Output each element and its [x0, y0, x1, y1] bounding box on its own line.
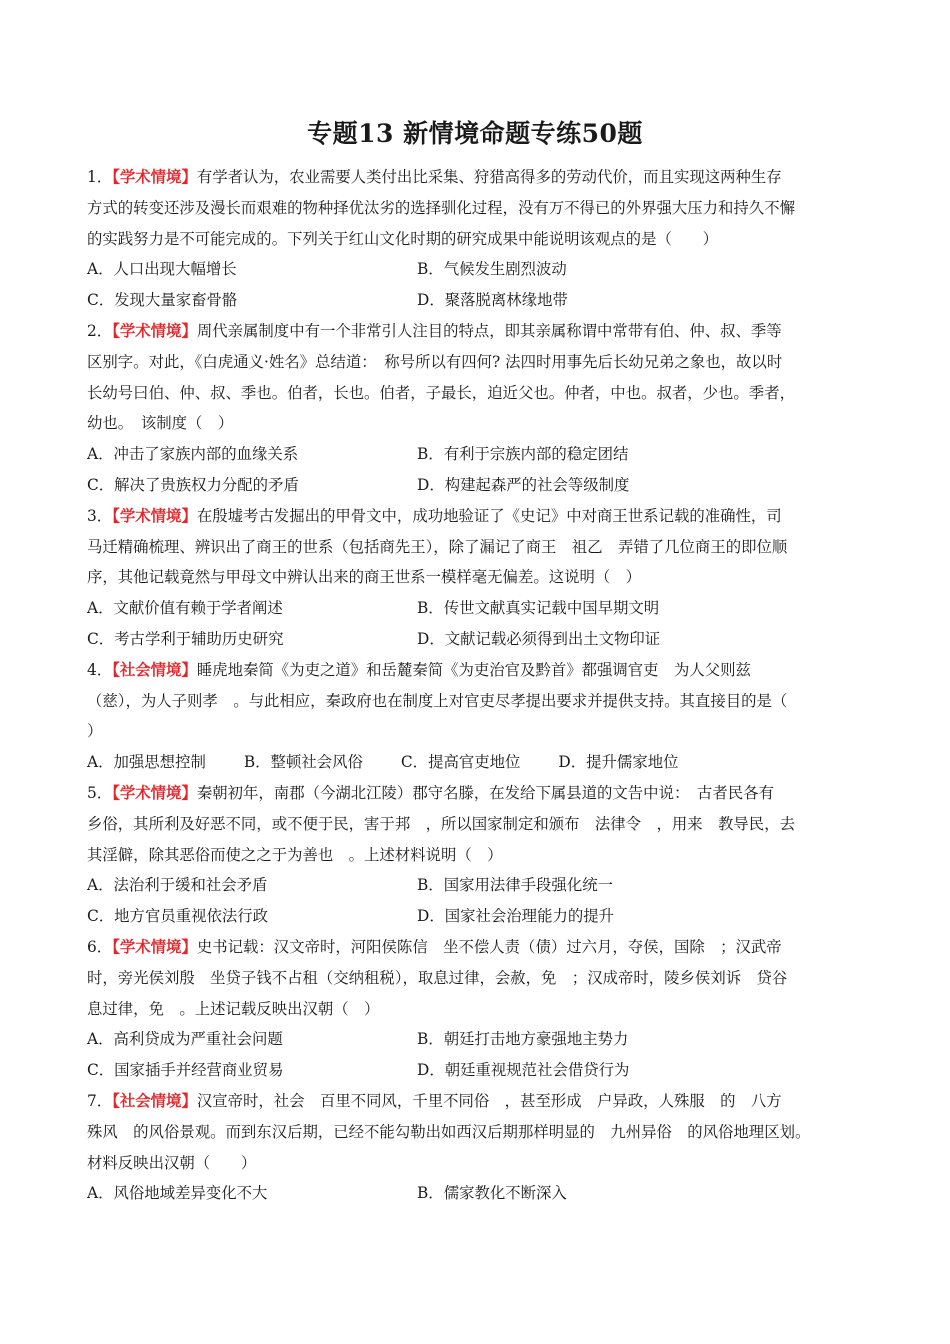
- option-row: [87, 285, 867, 316]
- option-row: [87, 1178, 867, 1209]
- option-row: [87, 470, 867, 501]
- option-d[interactable]: D．提升儒家地位: [558, 753, 679, 772]
- option-b[interactable]: B．传世文献真实记载中国早期文明: [417, 599, 660, 618]
- option-row: [87, 1055, 867, 1086]
- option-a[interactable]: A．文献价值有赖于学者阐述: [87, 599, 283, 618]
- option-d[interactable]: D．国家社会治理能力的提升: [417, 907, 615, 926]
- question-stem-line: 区别字。对此，《白虎通义·姓名》总结道： 称号所以有四何? 法四时用事先后长幼兄弟之象也，故以时: [87, 352, 783, 371]
- option-c[interactable]: C．地方官员重视依法行政: [87, 907, 269, 926]
- question-5: [87, 778, 867, 932]
- option-row: [87, 870, 867, 901]
- option-row: [87, 1024, 867, 1055]
- context-tag: 【学术情境】: [112, 321, 197, 340]
- option-d[interactable]: D．朝廷重视规范社会借贷行为: [417, 1061, 630, 1080]
- question-stem-line: 6．【学术情境】史书记载：汉文帝时，河阳侯陈信 坐不偿人责（债）过六月，夺侯，国除 ；汉武帝: [87, 937, 782, 956]
- option-a[interactable]: A．冲击了家族内部的血缘关系: [87, 445, 299, 464]
- question-stem-line: 长幼号曰伯、仲、叔、季也。伯者，长也。伯者，子最长，迫近父也。仲者，中也。叔者，少也。季者，: [87, 383, 795, 402]
- question-stem-line: 马迁精确梳理、辨识出了商王的世系（包括商先王），除了漏记了商王 祖乙 弄错了几位商王的即位顺: [87, 537, 788, 556]
- option-row: [87, 593, 867, 624]
- question-stem-line: （慈），为人子则孝 。与此相应，秦政府也在制度上对官吏尽孝提出要求并提供支持。其直接目的是（: [87, 691, 788, 710]
- option-d[interactable]: D．文献记载必须得到出土文物印证: [417, 629, 661, 648]
- option-c[interactable]: C．考古学利于辅助历史研究: [87, 629, 284, 648]
- option-row: [87, 254, 867, 285]
- question-list: [87, 162, 867, 1209]
- option-c[interactable]: C．提高官吏地位: [400, 753, 521, 772]
- option-row: [87, 624, 867, 655]
- question-2: [87, 316, 867, 501]
- question-number: 1．: [87, 168, 113, 186]
- question-3: [87, 501, 867, 655]
- question-4: [87, 655, 867, 778]
- question-number: 7．: [87, 1091, 113, 1110]
- question-stem-line: 的实践努力是不可能完成的。下列关于红山文化时期的研究成果中能说明该观点的是（ ）: [87, 229, 719, 248]
- question-stem-line: 3．【学术情境】在殷墟考古发掘出的甲骨文中，成功地验证了《史记》中对商王世系记载的准确性，司: [87, 506, 782, 525]
- option-a[interactable]: A．风俗地域差异变化不大: [87, 1184, 268, 1203]
- question-stem-line: 息过律，免 。上述记载反映出汉朝（ ）: [87, 999, 380, 1018]
- question-stem-line: ）: [87, 722, 103, 741]
- question-number: 3．: [87, 506, 113, 525]
- option-row: [87, 439, 867, 470]
- option-b[interactable]: B．有利于宗族内部的稳定团结: [417, 445, 629, 464]
- question-number: 6．: [87, 937, 113, 956]
- option-c[interactable]: C．发现大量家畜骨骼: [87, 291, 238, 310]
- context-tag: 【社会情境】: [112, 1091, 197, 1110]
- option-b[interactable]: B．儒家教化不断深入: [417, 1184, 567, 1203]
- question-stem-line: 乡俗，其所利及好恶不同，或不便于民，害于邦 ，所以国家制定和颁布 法律令 ，用来 教导民，去: [87, 814, 795, 833]
- option-d[interactable]: D．构建起森严的社会等级制度: [417, 475, 630, 494]
- question-number: 4．: [87, 660, 113, 679]
- question-stem-line: 7．【社会情境】汉宣帝时，社会 百里不同风，千里不同俗 ，甚至形成 户异政，人殊服 的 八方: [87, 1091, 782, 1110]
- page-title: 专题13 新情境命题专练50题: [307, 119, 643, 148]
- question-1: [87, 162, 867, 316]
- option-row: [87, 901, 867, 932]
- question-stem-line: 序，其他记载竟然与甲母文中辨认出来的商王世系一模样毫无偏差。这说明（ ）: [87, 568, 642, 587]
- option-row: [87, 747, 867, 778]
- option-a[interactable]: A．人口出现大幅增长: [87, 260, 237, 279]
- option-c[interactable]: C．解决了贵族权力分配的矛盾: [87, 475, 299, 494]
- option-b[interactable]: B．朝廷打击地方豪强地主势力: [417, 1030, 629, 1049]
- option-a[interactable]: A．高利贷成为严重社会问题: [87, 1030, 283, 1049]
- question-stem-line: 1．【学术情境】有学者认为，农业需要人类付出比采集、狩猎高得多的劳动代价，而且实现这两种生存: [87, 168, 782, 186]
- option-c[interactable]: C．国家插手并经营商业贸易: [87, 1061, 284, 1080]
- question-stem-line: 其淫僻，除其恶俗而使之之于为善也 。上述材料说明（ ）: [87, 845, 503, 864]
- option-d[interactable]: D．聚落脱离林缘地带: [417, 291, 568, 310]
- context-tag: 【学术情境】: [112, 783, 197, 802]
- question-stem-line: 4．【社会情境】睡虎地秦简《为吏之道》和岳麓秦简《为吏治官及黔首》都强调官吏 为人父则兹: [87, 660, 751, 679]
- question-stem-line: 5．【学术情境】秦朝初年，南郡（今湖北江陵）郡守名滕，在发给下属县道的文告中说： 古者民各有: [87, 783, 774, 802]
- option-b[interactable]: B．整顿社会风俗: [243, 753, 363, 772]
- option-b[interactable]: B．气候发生剧烈波动: [417, 260, 567, 279]
- question-number: 5．: [87, 783, 113, 802]
- question-stem-line: 2．【学术情境】周代亲属制度中有一个非常引人注目的特点，即其亲属称谓中常带有伯、仲、叔、季等: [87, 321, 782, 340]
- question-6: [87, 932, 867, 1086]
- question-7: [87, 1086, 867, 1209]
- question-stem-line: 殊风 的风俗景观。而到东汉后期，已经不能勾勒出如西汉后期那样明显的 九州异俗 的风俗地理区划。: [87, 1122, 811, 1141]
- option-b[interactable]: B．国家用法律手段强化统一: [417, 876, 613, 895]
- question-number: 2．: [87, 321, 113, 340]
- question-stem-line: 幼也。 该制度（ ）: [87, 414, 234, 433]
- context-tag: 【社会情境】: [112, 660, 197, 679]
- question-stem-line: 材料反映出汉朝（ ）: [87, 1153, 257, 1172]
- context-tag: 【学术情境】: [112, 506, 197, 525]
- question-stem-line: 方式的转变还涉及漫长而艰难的物种择优汰劣的选择驯化过程，没有万不得已的外界强大压力和持久不懈: [87, 198, 795, 217]
- question-stem-line: 时，旁光侯刘殷 坐贷子钱不占租（交纳租税），取息过律，会赦，免 ；汉成帝时，陵乡侯刘诉 贷谷: [87, 968, 788, 987]
- option-a[interactable]: A．法治利于缓和社会矛盾: [87, 876, 268, 895]
- option-a[interactable]: A．加强思想控制: [87, 753, 206, 772]
- context-tag: 【学术情境】: [112, 937, 197, 956]
- context-tag: 【学术情境】: [112, 168, 197, 186]
